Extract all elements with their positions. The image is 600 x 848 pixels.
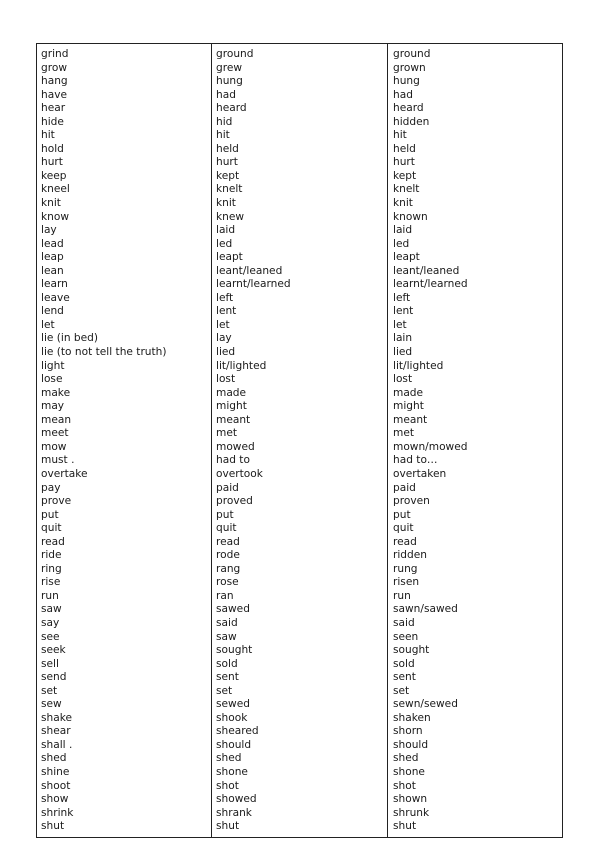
- past-participle-cell: should: [388, 739, 563, 753]
- past-simple-cell: sold: [212, 658, 388, 672]
- past-participle-cell: met: [388, 427, 563, 441]
- past-simple-cell: sought: [212, 644, 388, 658]
- base-form-cell: shrink: [37, 807, 212, 821]
- past-simple-cell: knit: [212, 197, 388, 211]
- past-participle-cell: overtaken: [388, 468, 563, 482]
- base-form-cell: shear: [37, 725, 212, 739]
- past-participle-cell: shed: [388, 752, 563, 766]
- past-simple-cell: lay: [212, 332, 388, 346]
- table-row: [37, 75, 563, 89]
- table-row: [37, 549, 563, 563]
- table-row: [37, 129, 563, 143]
- past-simple-cell: sawed: [212, 603, 388, 617]
- past-participle-cell: shrunk: [388, 807, 563, 821]
- base-form-cell: read: [37, 536, 212, 550]
- past-participle-cell: hurt: [388, 156, 563, 170]
- base-form-cell: prove: [37, 495, 212, 509]
- past-simple-cell: quit: [212, 522, 388, 536]
- past-simple-cell: laid: [212, 224, 388, 238]
- past-participle-cell: held: [388, 143, 563, 157]
- base-form-cell: hear: [37, 102, 212, 116]
- base-form-cell: lie (to not tell the truth): [37, 346, 212, 360]
- past-simple-cell: made: [212, 387, 388, 401]
- table-row: [37, 143, 563, 157]
- table-row: [37, 739, 563, 753]
- table-row: [37, 211, 563, 225]
- past-simple-cell: had to: [212, 454, 388, 468]
- past-simple-cell: read: [212, 536, 388, 550]
- past-simple-cell: knelt: [212, 183, 388, 197]
- past-simple-cell: had: [212, 89, 388, 103]
- past-simple-cell: shone: [212, 766, 388, 780]
- table-row: [37, 563, 563, 577]
- past-simple-cell: kept: [212, 170, 388, 184]
- past-participle-cell: shorn: [388, 725, 563, 739]
- past-participle-cell: hung: [388, 75, 563, 89]
- table-row: [37, 482, 563, 496]
- base-form-cell: mow: [37, 441, 212, 455]
- base-form-cell: set: [37, 685, 212, 699]
- past-simple-cell: hurt: [212, 156, 388, 170]
- past-participle-cell: knelt: [388, 183, 563, 197]
- base-form-cell: seek: [37, 644, 212, 658]
- past-participle-cell: paid: [388, 482, 563, 496]
- table-row: [37, 156, 563, 170]
- past-participle-cell: sought: [388, 644, 563, 658]
- table-row: [37, 400, 563, 414]
- table-row: [37, 590, 563, 604]
- table-row: [37, 536, 563, 550]
- past-participle-cell: put: [388, 509, 563, 523]
- past-participle-cell: kept: [388, 170, 563, 184]
- past-participle-cell: lain: [388, 332, 563, 346]
- past-simple-cell: shrank: [212, 807, 388, 821]
- past-simple-cell: might: [212, 400, 388, 414]
- table-row: [37, 820, 563, 837]
- past-participle-cell: set: [388, 685, 563, 699]
- past-participle-cell: run: [388, 590, 563, 604]
- table-row: [37, 671, 563, 685]
- past-simple-cell: leapt: [212, 251, 388, 265]
- past-participle-cell: rung: [388, 563, 563, 577]
- past-participle-cell: made: [388, 387, 563, 401]
- base-form-cell: grow: [37, 62, 212, 76]
- past-participle-cell: read: [388, 536, 563, 550]
- table-row: [37, 793, 563, 807]
- past-simple-cell: saw: [212, 631, 388, 645]
- base-form-cell: learn: [37, 278, 212, 292]
- table-row: [37, 319, 563, 333]
- base-form-cell: hurt: [37, 156, 212, 170]
- base-form-cell: rise: [37, 576, 212, 590]
- table-row: [37, 468, 563, 482]
- past-participle-cell: ground: [388, 44, 563, 62]
- past-participle-cell: learnt/learned: [388, 278, 563, 292]
- past-simple-cell: left: [212, 292, 388, 306]
- past-simple-cell: leant/leaned: [212, 265, 388, 279]
- table-row: [37, 441, 563, 455]
- past-simple-cell: shot: [212, 780, 388, 794]
- past-participle-cell: shone: [388, 766, 563, 780]
- past-simple-cell: proved: [212, 495, 388, 509]
- past-simple-cell: should: [212, 739, 388, 753]
- verb-table-body: [37, 44, 563, 838]
- base-form-cell: make: [37, 387, 212, 401]
- past-participle-cell: knit: [388, 197, 563, 211]
- table-row: [37, 807, 563, 821]
- base-form-cell: quit: [37, 522, 212, 536]
- past-simple-cell: lied: [212, 346, 388, 360]
- past-simple-cell: led: [212, 238, 388, 252]
- past-participle-cell: seen: [388, 631, 563, 645]
- base-form-cell: keep: [37, 170, 212, 184]
- base-form-cell: hide: [37, 116, 212, 130]
- table-row: [37, 780, 563, 794]
- base-form-cell: put: [37, 509, 212, 523]
- table-row: [37, 725, 563, 739]
- table-row: [37, 576, 563, 590]
- past-participle-cell: left: [388, 292, 563, 306]
- irregular-verbs-table: [36, 43, 563, 838]
- table-row: [37, 346, 563, 360]
- base-form-cell: know: [37, 211, 212, 225]
- base-form-cell: kneel: [37, 183, 212, 197]
- past-simple-cell: met: [212, 427, 388, 441]
- table-row: [37, 631, 563, 645]
- table-row: [37, 197, 563, 211]
- base-form-cell: show: [37, 793, 212, 807]
- table-row: [37, 62, 563, 76]
- past-participle-cell: led: [388, 238, 563, 252]
- table-row: [37, 89, 563, 103]
- base-form-cell: lead: [37, 238, 212, 252]
- past-participle-cell: had: [388, 89, 563, 103]
- past-simple-cell: paid: [212, 482, 388, 496]
- base-form-cell: hang: [37, 75, 212, 89]
- base-form-cell: ride: [37, 549, 212, 563]
- past-participle-cell: laid: [388, 224, 563, 238]
- past-participle-cell: risen: [388, 576, 563, 590]
- base-form-cell: pay: [37, 482, 212, 496]
- past-simple-cell: heard: [212, 102, 388, 116]
- past-participle-cell: grown: [388, 62, 563, 76]
- past-participle-cell: hidden: [388, 116, 563, 130]
- past-participle-cell: had to…: [388, 454, 563, 468]
- table-row: [37, 427, 563, 441]
- past-participle-cell: let: [388, 319, 563, 333]
- past-simple-cell: meant: [212, 414, 388, 428]
- past-participle-cell: quit: [388, 522, 563, 536]
- table-row: [37, 685, 563, 699]
- table-row: [37, 292, 563, 306]
- past-participle-cell: lent: [388, 305, 563, 319]
- table-row: [37, 238, 563, 252]
- past-simple-cell: mowed: [212, 441, 388, 455]
- past-participle-cell: mown/mowed: [388, 441, 563, 455]
- past-participle-cell: known: [388, 211, 563, 225]
- past-simple-cell: sent: [212, 671, 388, 685]
- past-simple-cell: lit/lighted: [212, 360, 388, 374]
- table-row: [37, 170, 563, 184]
- base-form-cell: run: [37, 590, 212, 604]
- past-simple-cell: held: [212, 143, 388, 157]
- past-simple-cell: let: [212, 319, 388, 333]
- table-row: [37, 387, 563, 401]
- base-form-cell: say: [37, 617, 212, 631]
- past-simple-cell: ground: [212, 44, 388, 62]
- past-participle-cell: shown: [388, 793, 563, 807]
- past-simple-cell: sheared: [212, 725, 388, 739]
- past-participle-cell: meant: [388, 414, 563, 428]
- table-row: [37, 644, 563, 658]
- base-form-cell: see: [37, 631, 212, 645]
- table-row: [37, 712, 563, 726]
- base-form-cell: hold: [37, 143, 212, 157]
- base-form-cell: lose: [37, 373, 212, 387]
- past-simple-cell: ran: [212, 590, 388, 604]
- table-row: [37, 495, 563, 509]
- table-row: [37, 454, 563, 468]
- table-row: [37, 116, 563, 130]
- base-form-cell: send: [37, 671, 212, 685]
- past-participle-cell: proven: [388, 495, 563, 509]
- base-form-cell: grind: [37, 44, 212, 62]
- past-simple-cell: sewed: [212, 698, 388, 712]
- base-form-cell: leap: [37, 251, 212, 265]
- past-simple-cell: shook: [212, 712, 388, 726]
- past-participle-cell: said: [388, 617, 563, 631]
- table-row: [37, 752, 563, 766]
- table-row: [37, 617, 563, 631]
- table-row: [37, 102, 563, 116]
- past-simple-cell: shut: [212, 820, 388, 837]
- base-form-cell: shoot: [37, 780, 212, 794]
- base-form-cell: shut: [37, 820, 212, 837]
- base-form-cell: leave: [37, 292, 212, 306]
- base-form-cell: shed: [37, 752, 212, 766]
- base-form-cell: lean: [37, 265, 212, 279]
- table-row: [37, 44, 563, 62]
- table-row: [37, 509, 563, 523]
- table-row: [37, 183, 563, 197]
- past-simple-cell: knew: [212, 211, 388, 225]
- table-row: [37, 414, 563, 428]
- base-form-cell: ring: [37, 563, 212, 577]
- past-participle-cell: sewn/sewed: [388, 698, 563, 712]
- past-simple-cell: put: [212, 509, 388, 523]
- base-form-cell: overtake: [37, 468, 212, 482]
- table-row: [37, 251, 563, 265]
- table-row: [37, 522, 563, 536]
- past-participle-cell: shot: [388, 780, 563, 794]
- base-form-cell: lend: [37, 305, 212, 319]
- past-simple-cell: grew: [212, 62, 388, 76]
- table-row: [37, 603, 563, 617]
- base-form-cell: have: [37, 89, 212, 103]
- past-simple-cell: set: [212, 685, 388, 699]
- table-row: [37, 658, 563, 672]
- table-row: [37, 332, 563, 346]
- past-participle-cell: hit: [388, 129, 563, 143]
- past-participle-cell: sent: [388, 671, 563, 685]
- past-participle-cell: shut: [388, 820, 563, 837]
- past-participle-cell: lit/lighted: [388, 360, 563, 374]
- base-form-cell: shake: [37, 712, 212, 726]
- base-form-cell: meet: [37, 427, 212, 441]
- past-participle-cell: ridden: [388, 549, 563, 563]
- past-participle-cell: might: [388, 400, 563, 414]
- past-simple-cell: rang: [212, 563, 388, 577]
- base-form-cell: lie (in bed): [37, 332, 212, 346]
- past-simple-cell: lent: [212, 305, 388, 319]
- base-form-cell: saw: [37, 603, 212, 617]
- base-form-cell: shine: [37, 766, 212, 780]
- past-simple-cell: shed: [212, 752, 388, 766]
- base-form-cell: may: [37, 400, 212, 414]
- past-simple-cell: hit: [212, 129, 388, 143]
- table-row: [37, 305, 563, 319]
- base-form-cell: light: [37, 360, 212, 374]
- base-form-cell: mean: [37, 414, 212, 428]
- base-form-cell: shall .: [37, 739, 212, 753]
- past-participle-cell: shaken: [388, 712, 563, 726]
- past-simple-cell: said: [212, 617, 388, 631]
- base-form-cell: lay: [37, 224, 212, 238]
- table-row: [37, 766, 563, 780]
- past-participle-cell: leapt: [388, 251, 563, 265]
- past-participle-cell: leant/leaned: [388, 265, 563, 279]
- base-form-cell: sew: [37, 698, 212, 712]
- past-participle-cell: lied: [388, 346, 563, 360]
- past-simple-cell: rose: [212, 576, 388, 590]
- base-form-cell: sell: [37, 658, 212, 672]
- past-simple-cell: lost: [212, 373, 388, 387]
- past-simple-cell: showed: [212, 793, 388, 807]
- table-row: [37, 373, 563, 387]
- past-simple-cell: rode: [212, 549, 388, 563]
- table-row: [37, 224, 563, 238]
- base-form-cell: must .: [37, 454, 212, 468]
- past-simple-cell: hid: [212, 116, 388, 130]
- past-participle-cell: heard: [388, 102, 563, 116]
- table-row: [37, 265, 563, 279]
- past-simple-cell: learnt/learned: [212, 278, 388, 292]
- past-simple-cell: hung: [212, 75, 388, 89]
- past-simple-cell: overtook: [212, 468, 388, 482]
- base-form-cell: hit: [37, 129, 212, 143]
- past-participle-cell: lost: [388, 373, 563, 387]
- base-form-cell: let: [37, 319, 212, 333]
- table-row: [37, 698, 563, 712]
- base-form-cell: knit: [37, 197, 212, 211]
- past-participle-cell: sawn/sawed: [388, 603, 563, 617]
- table-row: [37, 360, 563, 374]
- table-row: [37, 278, 563, 292]
- past-participle-cell: sold: [388, 658, 563, 672]
